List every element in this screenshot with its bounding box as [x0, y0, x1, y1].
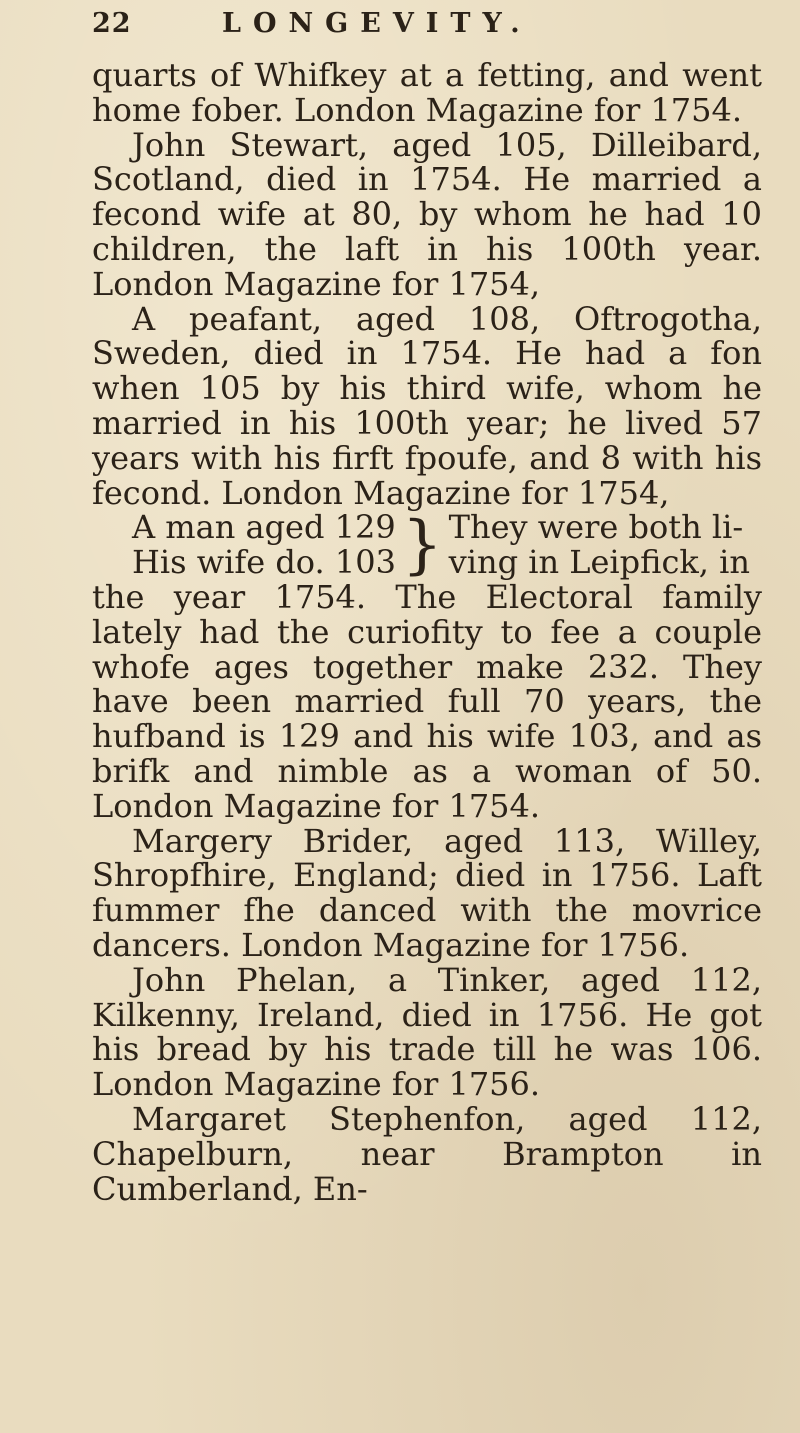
running-title: LONGEVITY.	[222, 8, 532, 39]
paragraph-continuation: quarts of Whifkey at a fetting, and went home fober. London Magazine for 1754.	[92, 56, 762, 129]
couple-entry	[92, 508, 762, 583]
couple-people	[132, 510, 396, 580]
body-text	[92, 58, 762, 1206]
paragraph-leipzig-couple: the year 1754. The Electoral family lately had the curiofity to fee a couple whofe ages together make 232. They have been married full 70 years, the hufband is 129 and his wife 103, and as brifk and nimble as a woman of 50. London Magazine for 1754.	[92, 577, 762, 825]
couple-wife: His wife do. 103	[132, 543, 396, 582]
couple-man: A man aged 129	[132, 508, 396, 547]
paragraph-margaret-stephenson: Margaret Stephenfon, aged 112, Chapelburn, near Brampton in Cumberland, En-	[92, 1099, 762, 1208]
paragraph-peasant-ostrogotha: A peafant, aged 108, Oftrogotha, Sweden, died in 1754. He had a fon when 105 by his third wife, whom he married in his 100th year; he lived 57 years with his firft fpoufe, and 8 with his fecond. London Magazine for 1754,	[92, 299, 762, 512]
couple-note	[449, 510, 750, 580]
paragraph-john-stewart: John Stewart, aged 105, Dilleibard, Scotland, died in 1754. He married a fecond wife at 80, by whom he had 10 children, the laft in his 100th year. London Magazine for 1754,	[92, 125, 762, 303]
paragraph-john-phelan: John Phelan, a Tinker, aged 112, Kilkenny, Ireland, died in 1756. He got his bread by his trade till he was 106. London Magazine for 1756.	[92, 960, 762, 1104]
page-number: 22	[92, 8, 132, 39]
brace-mark: }	[401, 508, 443, 583]
paragraph-margery-brider: Margery Brider, aged 113, Willey, Shropfhire, England; died in 1756. Laft fummer fhe danced with the movrice dancers. London Magazine for 1756.	[92, 821, 762, 964]
page-header	[92, 8, 762, 58]
couple-note-line-1: They were both li-	[448, 508, 744, 547]
couple-note-line-2: ving in Leipfick, in	[448, 543, 750, 582]
